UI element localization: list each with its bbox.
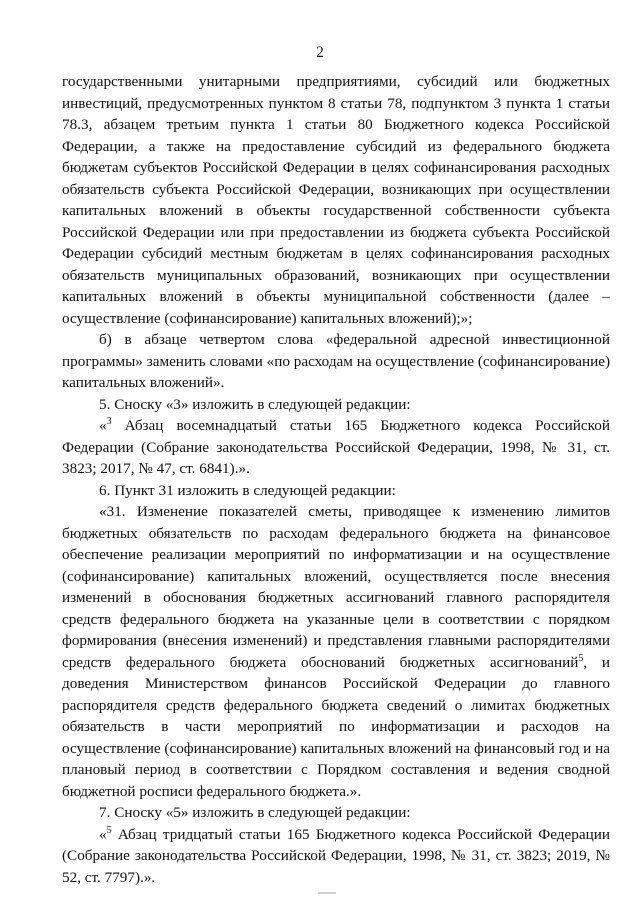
- footnote-marker: 5: [106, 824, 112, 836]
- paragraph-footnote-5: [62, 824, 610, 889]
- quote-open: «: [99, 825, 107, 843]
- point-31-text-end: , и доведения Министерством финансов Российской Федерации до главного распорядителя средств федерального бюджета сведений о лимитах бюджетных обязательств в части мероприятий по информатизации и расходов на осуществление (софинансирование) капитальных вложений на финансовый год и на плановый период в соответствии с Порядком составления и ведения сводной бюджетной росписи федерального бюджета.».: [62, 653, 610, 800]
- page-number: 2: [316, 44, 324, 61]
- footnote-marker: 5: [578, 652, 584, 664]
- paragraph-point-31: [62, 501, 610, 802]
- document-body: [62, 71, 610, 888]
- footnote-text: Абзац тридцатый статьи 165 Бюджетного кодекса Российской Федерации (Собрание законодательства Российской Федерации, 1998, № 31, ст. 3823; 2019, № 52, ст. 7797).».: [62, 825, 610, 886]
- quote-open: «: [99, 417, 107, 434]
- footnote-marker: 3: [106, 415, 112, 427]
- paragraph-item-5: 5. Сноску «3» изложить в следующей редакции:: [99, 395, 411, 413]
- paragraph-item-b: б) в абзаце четвертом слова «федеральной адресной инвестиционной программы» заменить словами «по расходам на осуществление (софинансирование) капитальных вложений».: [62, 331, 610, 391]
- footnote-text: Абзац восемнадцатый статьи 165 Бюджетного кодекса Российской Федерации (Собрание законодательства Российской Федерации, 1998, № 31, ст. 3823; 2017, № 47, ст. 6841).».: [62, 417, 610, 477]
- paragraph-footnote-3: [62, 415, 610, 480]
- paragraph-item-6: 6. Пункт 31 изложить в следующей редакции:: [99, 481, 396, 499]
- scan-artifact: [318, 892, 336, 894]
- paragraph-continuation: государственными унитарными предприятиями, субсидий или бюджетных инвестиций, предусмотренных пунктом 8 статьи 78, подпунктом 3 пункта 1 статьи 78.3, абзацем третьим пункта 1 статьи 80 Бюджетного кодекса Российской Федерации, а также на предоставление субсидий из федерального бюджета бюджетам субъектов Российской Федерации в целях софинансирования расходных обязательств субъекта Российской Федерации, возникающих при осуществлении капитальных вложений в объекты государственной собственности субъекта Российской Федерации или при предоставлении из бюджета субъекта Российской Федерации субсидий местным бюджетам в целях софинансирования расходных обязательств муниципальных образований, возникающих при осуществлении капитальных вложений в объекты муниципальной собственности (далее – осуществление (софинансирование) капитальных вложений);»;: [62, 73, 610, 327]
- paragraph-item-7: 7. Сноску «5» изложить в следующей редакции:: [99, 804, 411, 821]
- point-31-text-start: «31. Изменение показателей сметы, приводящее к изменению лимитов бюджетных обязательств по расходам федерального бюджета на финансовое обеспечение реализации мероприятий по информатизации и на осуществление (софинансирование) капитальных вложений, осуществляется после внесения изменений в обоснования бюджетных ассигнований главного распорядителя средств федерального бюджета на указанные цели в соответствии с порядком формирования (внесения изменений) и представления главными распорядителями средств федерального бюджета обоснований бюджетных ассигнований: [62, 503, 610, 671]
